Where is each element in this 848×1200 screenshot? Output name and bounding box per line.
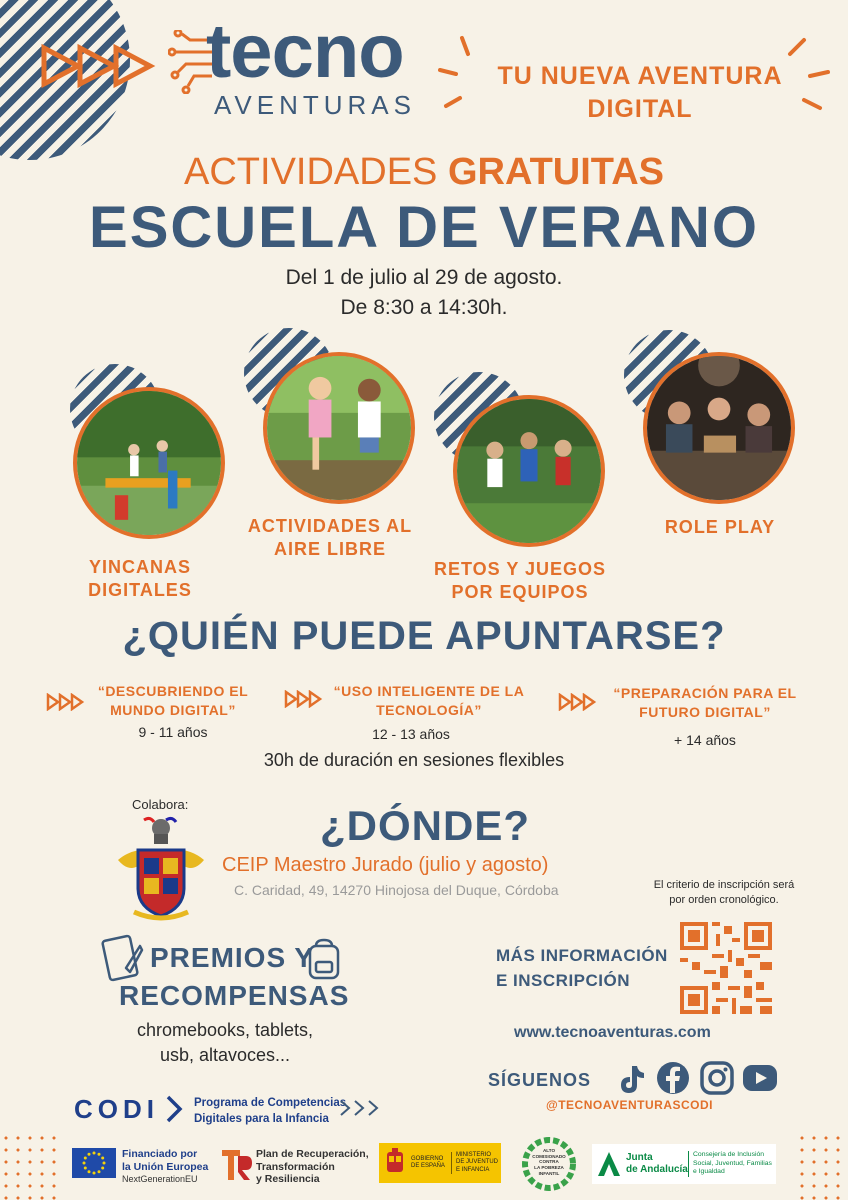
- info-heading-line: E INSCRIPCIÓN: [496, 970, 631, 990]
- prizes-items-line1: chromebooks, tablets,: [136, 1020, 314, 1040]
- follow-label: SÍGUENOS: [488, 1070, 592, 1090]
- activity-label-aire-libre: [220, 515, 440, 562]
- consejeria-text: [688, 1151, 772, 1176]
- activity-label-line: AIRE LIBRE: [273, 539, 386, 560]
- prtr-logo: [220, 1146, 254, 1182]
- logo-sub-text: AVENTURAS: [214, 90, 416, 120]
- junta-line: Junta: [626, 1152, 653, 1163]
- tiktok-icon[interactable]: [614, 1062, 648, 1096]
- consejeria-line: Social, Juventud, Familias: [693, 1159, 772, 1167]
- audience-title-line: “PREPARACIÓN PARA EL: [613, 685, 797, 701]
- criteria-line: El criterio de inscripción será: [653, 879, 795, 891]
- activity-label-line: ACTIVIDADES AL: [247, 516, 413, 536]
- audience-title-line: FUTURO DIGITAL”: [639, 703, 771, 720]
- codi-description-line: Programa de Competencias: [194, 1097, 347, 1109]
- eu-funding-line: la Unión Europea: [122, 1161, 209, 1174]
- gobierno-line: GOBIERNO: [411, 1155, 444, 1162]
- backpack-icon: [304, 938, 344, 982]
- youtube-icon[interactable]: [742, 1062, 778, 1094]
- alto-line: LA POBREZA: [534, 1165, 564, 1171]
- alto-line: CONTRA: [539, 1159, 559, 1165]
- consejeria-line: e Igualdad: [693, 1168, 725, 1176]
- codi-description-line: Digitales para la Infancia: [194, 1112, 329, 1125]
- alto-comisionado-logo: [521, 1136, 577, 1192]
- activity-label-retos: [410, 558, 630, 605]
- audience-group-3-age: + 14 años: [674, 732, 736, 748]
- junta-text: [626, 1152, 688, 1176]
- facebook-icon[interactable]: [656, 1061, 690, 1095]
- instagram-icon[interactable]: [700, 1061, 734, 1095]
- codi-logo-text: CODI: [74, 1094, 159, 1124]
- triple-arrow-icon: [40, 42, 158, 90]
- prtr-line: Plan de Recuperación,: [256, 1148, 369, 1160]
- tagline-line1: TU NUEVA AVENTURA: [497, 62, 783, 90]
- tablet-icon: [100, 934, 144, 984]
- ministerio-line: MINISTERIO: [456, 1152, 492, 1159]
- audience-heading: ¿QUIÉN PUEDE APUNTARSE?: [122, 614, 726, 658]
- info-heading: [496, 944, 668, 993]
- decor-dots-left: [0, 1132, 60, 1200]
- activity-label-line: RETOS Y JUEGOS: [433, 559, 607, 579]
- activity-label-role-play: [620, 516, 820, 539]
- audience-title-line: TECNOLOGÍA”: [376, 701, 482, 718]
- junta-andalucia-logo: [592, 1144, 776, 1184]
- hours-text: De 8:30 a 14:30h.: [340, 296, 508, 319]
- criteria-line: por orden cronológico.: [669, 893, 779, 906]
- school-crest-logo: [114, 816, 208, 924]
- activity-label-line: ROLE PLAY: [664, 517, 776, 537]
- colabora-label: Colabora:: [132, 797, 189, 812]
- junta-a-icon: [596, 1150, 622, 1178]
- activity-label-line: DIGITALES: [88, 580, 192, 601]
- ministerio-line: DE JUVENTUD: [456, 1159, 499, 1166]
- eu-funding-line: NextGenerationEU: [122, 1174, 198, 1185]
- prizes-heading-line1: PREMIOS Y: [150, 942, 315, 973]
- ministerio-text: [451, 1152, 498, 1174]
- codi-description: [194, 1096, 346, 1127]
- audience-title-line: “DESCUBRIENDO EL: [97, 683, 249, 699]
- ministerio-line: E INFANCIA: [456, 1166, 490, 1173]
- audience-group-2-title: [316, 682, 542, 720]
- alto-line: COMISIONADO: [532, 1153, 566, 1159]
- audience-group-3-title: [594, 684, 816, 722]
- consejeria-line: Consejería de Inclusión: [693, 1151, 765, 1159]
- inscription-criteria: [636, 878, 812, 908]
- duration-text: 30h de duración en sesiones flexibles: [263, 750, 565, 770]
- activity-label-yincanas: [40, 556, 240, 603]
- eu-flag-logo: [72, 1148, 116, 1178]
- audience-title-line: MUNDO DIGITAL”: [110, 701, 236, 718]
- photo-retos-juegos: [453, 395, 605, 547]
- eu-funding-text: [122, 1148, 208, 1186]
- alto-line: INFANTIL: [538, 1170, 560, 1176]
- prtr-text: [256, 1148, 369, 1186]
- prizes-heading-line2: RECOMPENSAS: [119, 980, 350, 1011]
- audience-title-line: “USO INTELIGENTE DE LA: [333, 683, 525, 699]
- info-heading-line: MÁS INFORMACIÓN: [496, 946, 668, 965]
- prtr-line: y Resiliencia: [256, 1173, 320, 1186]
- alto-line: ALTO: [542, 1148, 556, 1153]
- website-link[interactable]: www.tecnoaventuras.com: [514, 1024, 711, 1041]
- tagline-line2: DIGITAL: [587, 94, 693, 123]
- title-activities: ACTIVIDADES: [184, 151, 438, 193]
- tagline: [470, 60, 810, 125]
- gobierno-text: [411, 1156, 451, 1170]
- triple-arrow-icon: [558, 693, 598, 711]
- school-address: C. Caridad, 49, 14270 Hinojosa del Duque, Córdoba: [234, 882, 559, 898]
- prtr-line: Transformación: [256, 1160, 335, 1173]
- prizes-items-line2: usb, altavoces...: [159, 1045, 291, 1065]
- audience-group-2-age: 12 - 13 años: [372, 726, 450, 742]
- audience-group-1-title: [78, 682, 268, 720]
- audience-group-1-age: 9 - 11 años: [138, 724, 208, 740]
- spain-crest-icon: [383, 1148, 407, 1178]
- social-handle[interactable]: @TECNOAVENTURASCODI: [546, 1098, 713, 1112]
- logo-main-text: tecno: [206, 9, 404, 94]
- qr-code[interactable]: [680, 922, 772, 1014]
- alto-comisionado-text: [527, 1148, 571, 1177]
- triple-chevron-icon: [338, 1099, 388, 1117]
- photo-yincanas: [73, 387, 225, 539]
- photo-role-play: [643, 352, 795, 504]
- gobierno-line: DE ESPAÑA: [411, 1163, 445, 1169]
- where-heading: ¿DÓNDE?: [320, 802, 530, 849]
- photo-aire-libre: [263, 352, 415, 504]
- eu-funding-line: Financiado por: [122, 1148, 198, 1160]
- chevron-right-icon: [164, 1094, 186, 1124]
- activity-label-line: YINCANAS: [88, 557, 191, 577]
- activity-label-line: POR EQUIPOS: [451, 582, 589, 603]
- decor-dots-right: [796, 1132, 848, 1200]
- junta-line: de Andalucía: [626, 1164, 688, 1175]
- subtitle-free-activities: [0, 152, 848, 194]
- page-title: ESCUELA DE VERANO: [89, 195, 759, 260]
- dates-text: Del 1 de julio al 29 de agosto.: [285, 266, 563, 289]
- gobierno-logo: [379, 1143, 501, 1183]
- title-free: GRATUITAS: [447, 151, 664, 193]
- school-name: CEIP Maestro Jurado (julio y agosto): [222, 854, 549, 876]
